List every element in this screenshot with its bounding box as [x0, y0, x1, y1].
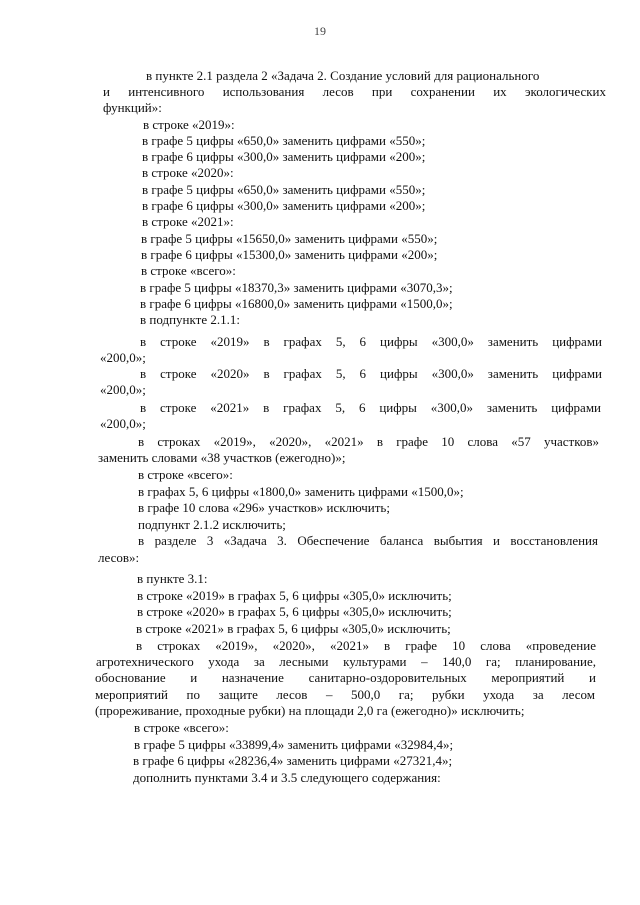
- text-line: и интенсивного использования лесов при сохранении их экологических: [103, 84, 606, 99]
- text-line: в строке «всего»:: [134, 720, 229, 735]
- text-line: в строке «2019» в графах 5, 6 цифры «305,0» исключить;: [137, 588, 452, 603]
- text-line: в графе 5 цифры «33899,4» заменить цифрами «32984,4»;: [134, 737, 454, 752]
- text-line: подпункт 2.1.2 исключить;: [138, 517, 286, 532]
- text-line: в графе 6 цифры «300,0» заменить цифрами «200»;: [142, 198, 426, 213]
- text-line: в графе 10 слова «296» участков» исключить;: [138, 500, 390, 515]
- text-line: «200,0»;: [100, 382, 146, 397]
- text-line: в графе 5 цифры «18370,3» заменить цифрами «3070,3»;: [140, 280, 453, 295]
- text-line: в графе 6 цифры «300,0» заменить цифрами «200»;: [142, 149, 426, 164]
- text-line: в строке «всего»:: [138, 467, 233, 482]
- text-line: лесов»:: [98, 550, 140, 565]
- text-line: в строках «2019», «2020», «2021» в графе 10 слова «57 участков»: [138, 434, 599, 449]
- text-line: в графе 5 цифры «650,0» заменить цифрами «550»;: [142, 182, 426, 197]
- text-line: в графе 6 цифры «16800,0» заменить цифрами «1500,0»;: [140, 296, 453, 311]
- text-line: в графе 6 цифры «28236,4» заменить цифрами «27321,4»;: [133, 753, 453, 768]
- page-number: 19: [314, 24, 326, 38]
- text-line: агротехнического ухода за лесными культурами – 140,0 га; планирование,: [96, 654, 596, 669]
- text-line: в подпункте 2.1.1:: [140, 312, 240, 327]
- text-line: в строке «2020»:: [142, 165, 234, 180]
- text-line: в графе 6 цифры «15300,0» заменить цифрами «200»;: [141, 247, 438, 262]
- text-line: «200,0»;: [100, 350, 146, 365]
- text-line: в строке «2021»:: [142, 214, 234, 229]
- text-line: в строке «2021» в графах 5, 6 цифры «300,0» заменить цифрами: [140, 400, 601, 415]
- text-line: в графе 5 цифры «650,0» заменить цифрами «550»;: [142, 133, 426, 148]
- text-line: в графе 5 цифры «15650,0» заменить цифрами «550»;: [141, 231, 438, 246]
- text-line: заменить словами «38 участков (ежегодно)»;: [98, 450, 346, 465]
- text-line: в строке «2019»:: [143, 117, 235, 132]
- text-line: (прореживание, проходные рубки) на площади 2,0 га (ежегодно)» исключить;: [95, 703, 525, 718]
- text-line: в пункте 2.1 раздела 2 «Задача 2. Создание условий для рационального: [146, 68, 540, 83]
- text-line: в строках «2019», «2020», «2021» в графе 10 слова «проведение: [136, 638, 596, 653]
- text-line: мероприятий по защите лесов – 500,0 га; рубки ухода за лесом: [95, 687, 595, 702]
- text-line: в строке «2021» в графах 5, 6 цифры «305,0» исключить;: [136, 621, 451, 636]
- text-line: в строке «2020» в графах 5, 6 цифры «305,0» исключить;: [137, 604, 452, 619]
- text-line: дополнить пунктами 3.4 и 3.5 следующего содержания:: [133, 770, 441, 785]
- text-line: функций»:: [103, 100, 162, 115]
- text-line: «200,0»;: [100, 416, 146, 431]
- text-line: в строке «всего»:: [141, 263, 236, 278]
- text-line: в графах 5, 6 цифры «1800,0» заменить цифрами «1500,0»;: [138, 484, 464, 499]
- text-line: в разделе 3 «Задача 3. Обеспечение баланса выбытия и восстановления: [138, 533, 598, 548]
- text-line: в строке «2020» в графах 5, 6 цифры «300,0» заменить цифрами: [140, 366, 602, 381]
- text-line: в строке «2019» в графах 5, 6 цифры «300,0» заменить цифрами: [140, 334, 602, 349]
- text-line: в пункте 3.1:: [137, 571, 208, 586]
- text-line: обоснование и назначение санитарно-оздоровительных мероприятий и: [95, 670, 596, 685]
